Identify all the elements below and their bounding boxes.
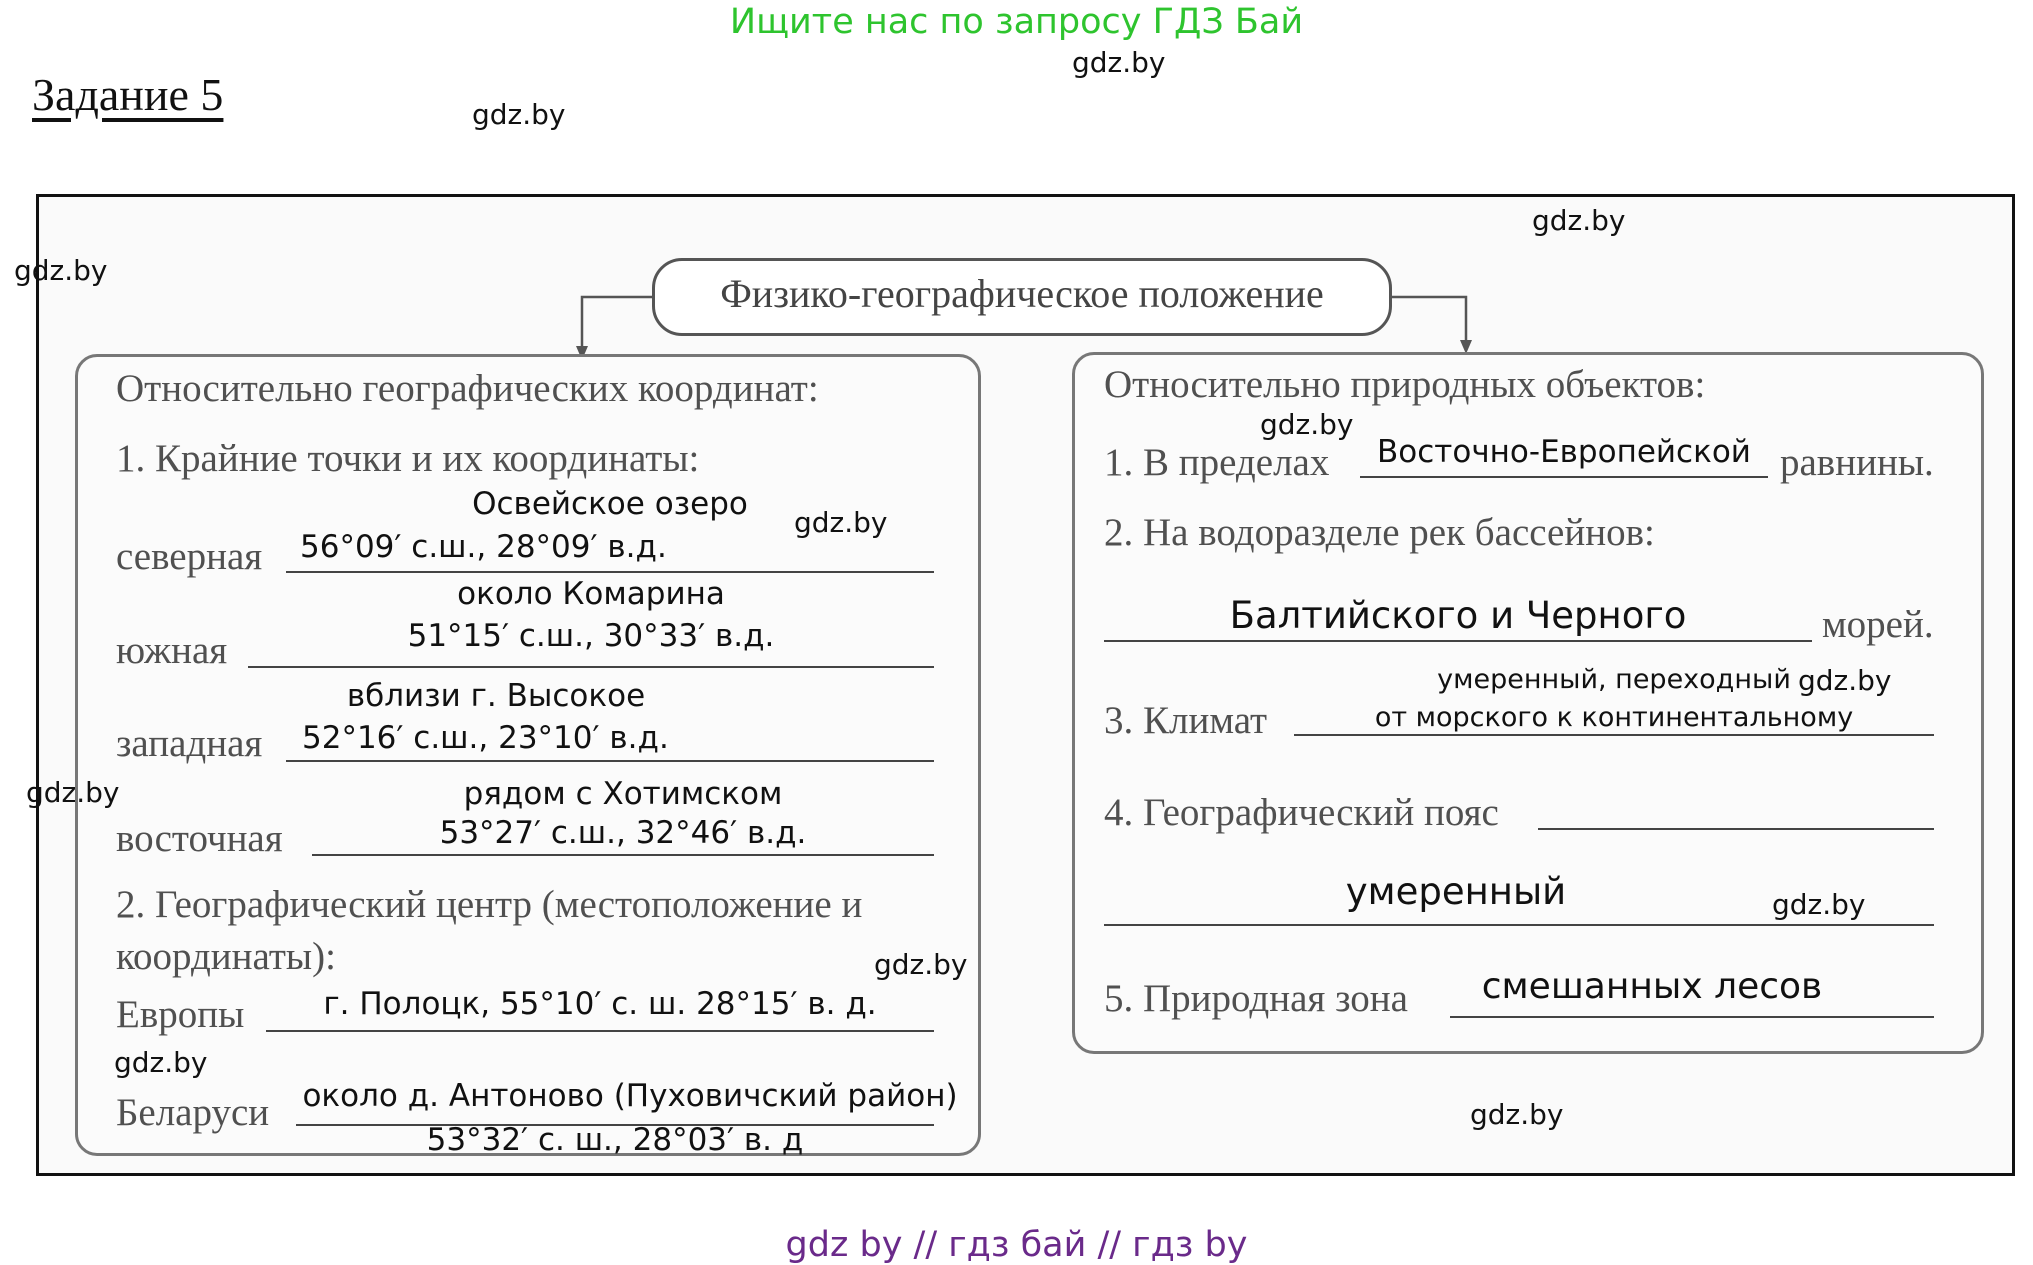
climate-line <box>1294 734 1934 736</box>
south-place: около Комарина <box>457 576 725 612</box>
left-connector <box>582 297 652 352</box>
watermark: gdz.by <box>1798 664 1892 697</box>
north-line <box>286 571 934 573</box>
west-place: вблизи г. Высокое <box>346 678 646 714</box>
europe-value: г. Полоцк, 55°10′ с. ш. 28°15′ в. д. <box>323 986 877 1022</box>
belt-value: умеренный <box>1345 870 1567 913</box>
watermark: gdz.by <box>794 506 888 539</box>
watermark: gdz.by <box>14 254 108 287</box>
zone-line <box>1450 1016 1934 1018</box>
north-coords: 56°09′ с.ш., 28°09′ в.д. <box>300 529 667 565</box>
right-connector <box>1392 297 1466 346</box>
watermark: gdz.by <box>26 776 120 809</box>
climate-prefix: 3. Климат <box>1104 699 1268 742</box>
site-banner: Ищите нас по запросу ГДЗ Бай <box>729 2 1304 42</box>
north-label: северная <box>116 535 263 578</box>
watershed-value: Балтийского и Черного <box>1229 594 1687 637</box>
plain-suffix: равнины. <box>1780 441 1934 484</box>
belt-prefix: 4. Географический пояс <box>1104 791 1499 834</box>
belt-line-2 <box>1104 924 1934 926</box>
climate-value-line1: умеренный, переходный <box>1437 664 1791 695</box>
south-label: южная <box>116 629 228 672</box>
coordinates-title: Относительно географических координат: <box>116 367 819 410</box>
watershed-suffix: морей. <box>1822 603 1934 646</box>
plain-line <box>1360 476 1768 478</box>
center-label-line2: координаты): <box>116 935 336 978</box>
watershed-label: 2. На водоразделе рек бассейнов: <box>1104 511 1655 554</box>
heading-text: Физико-географическое положение <box>720 271 1324 316</box>
watershed-line <box>1104 640 1812 642</box>
east-place: рядом с Хотимском <box>463 776 783 812</box>
north-place: Освейское озеро <box>472 486 748 522</box>
task-title: Задание 5 <box>32 69 224 120</box>
watermark: gdz.by <box>1072 46 1166 79</box>
belarus-value-line1: около д. Антоново (Пуховичский район) <box>302 1078 958 1114</box>
belarus-value-line2: 53°32′ с. ш., 28°03′ в. д <box>426 1122 804 1158</box>
watermark: gdz.by <box>874 948 968 981</box>
europe-line <box>266 1030 934 1032</box>
west-line <box>286 760 934 762</box>
footer-links: gdz by // гдз бай // гдз by <box>785 1225 1248 1265</box>
watermark: gdz.by <box>472 98 566 131</box>
zone-prefix: 5. Природная зона <box>1104 977 1408 1020</box>
natural-objects-title: Относительно природных объектов: <box>1104 363 1706 406</box>
belarus-label: Беларуси <box>116 1091 270 1134</box>
zone-value: смешанных лесов <box>1481 966 1823 1007</box>
east-line <box>312 854 934 856</box>
south-line <box>248 666 934 668</box>
europe-label: Европы <box>116 993 245 1036</box>
east-label: восточная <box>116 817 283 860</box>
climate-value-line2: от морского к континентальному <box>1374 702 1854 733</box>
watermark: gdz.by <box>1532 204 1626 237</box>
watermark: gdz.by <box>1772 888 1866 921</box>
watermark: gdz.by <box>1260 408 1354 441</box>
plain-value: Восточно-Европейской <box>1377 434 1751 470</box>
west-label: западная <box>116 722 263 765</box>
south-coords: 51°15′ с.ш., 30°33′ в.д. <box>407 618 775 654</box>
plain-prefix: 1. В пределах <box>1104 441 1330 484</box>
center-label-line1: 2. Географический центр (местоположение и <box>116 883 863 926</box>
watermark: gdz.by <box>1470 1098 1564 1131</box>
watermark: gdz.by <box>114 1046 208 1079</box>
belt-line-1 <box>1538 828 1934 830</box>
west-coords: 52°16′ с.ш., 23°10′ в.д. <box>302 720 669 756</box>
extreme-points-label: 1. Крайние точки и их координаты: <box>116 437 700 480</box>
east-coords: 53°27′ с.ш., 32°46′ в.д. <box>439 815 807 851</box>
